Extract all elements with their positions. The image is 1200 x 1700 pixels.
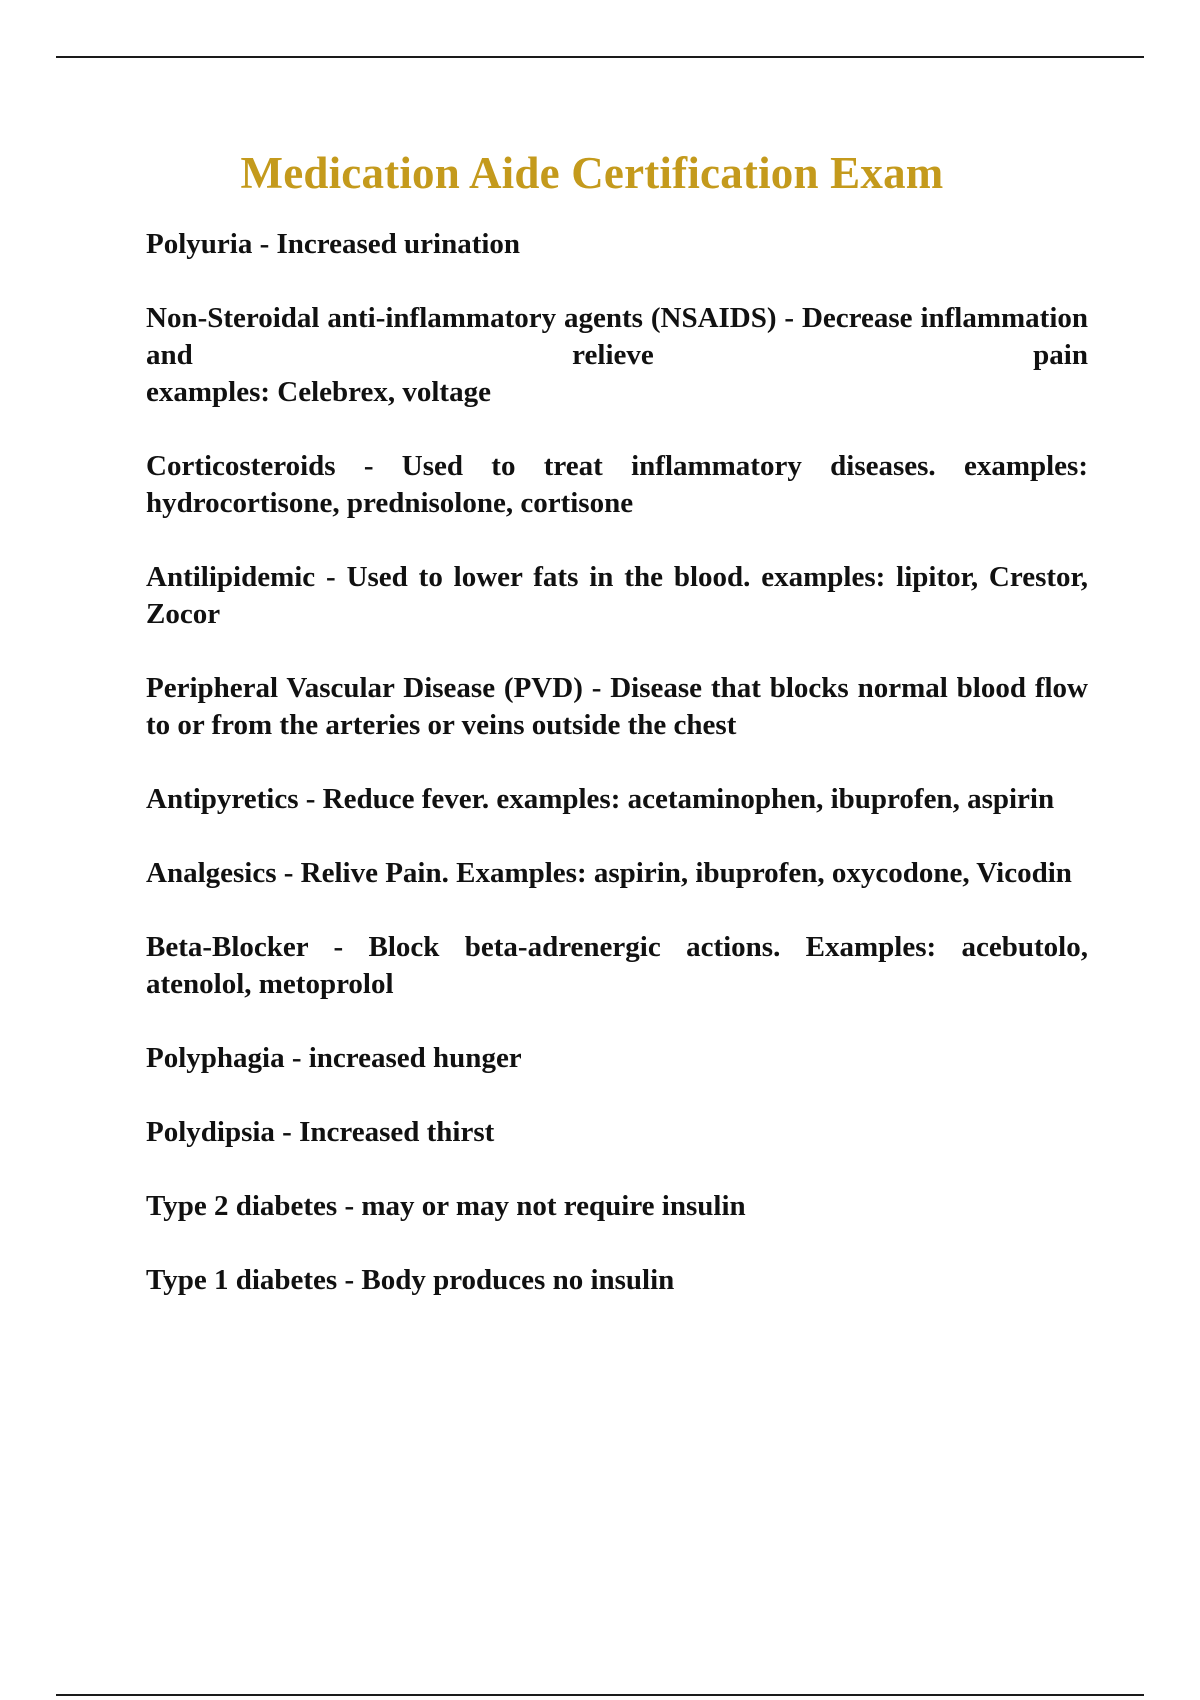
document-title <box>0 144 1200 202</box>
entry-antipyretics: Antipyretics - Reduce fever. examples: acetaminophen, ibuprofen, aspirin <box>146 783 1055 815</box>
entry-analgesics: Analgesics - Relive Pain. Examples: aspirin, ibuprofen, oxycodone, Vicodin <box>146 857 1072 889</box>
entry-beta-blocker: Beta-Blocker - Block beta-adrenergic actions. Examples: acebutolo, atenolol, metoprolol <box>146 931 1088 1000</box>
entry-nsaids <box>146 300 1088 411</box>
entry-nsaids-examples: examples: Celebrex, voltage <box>146 376 491 408</box>
entry-antilipidemic: Antilipidemic - Used to lower fats in the blood. examples: lipitor, Crestor, Zocor <box>146 561 1088 630</box>
entry-corticosteroids: Corticosteroids - Used to treat inflammatory diseases. examples: hydrocortisone, prednisolone, cortisone <box>146 450 1088 519</box>
entry-polyuria: Polyuria - Increased urination <box>146 228 521 260</box>
entry-polyphagia: Polyphagia - increased hunger <box>146 1042 522 1074</box>
top-rule <box>56 56 1144 58</box>
entry-type-1-diabetes: Type 1 diabetes - Body produces no insulin <box>146 1264 675 1296</box>
entry-nsaids-text: Non-Steroidal anti-inflammatory agents (NSAIDS) - Decrease inflammation and relieve pain <box>146 302 1088 371</box>
bottom-rule <box>56 1694 1144 1696</box>
document-body <box>146 226 1088 1299</box>
entry-polydipsia: Polydipsia - Increased thirst <box>146 1116 495 1148</box>
document-title-text: Medication Aide Certification Exam <box>240 148 944 198</box>
entry-pvd: Peripheral Vascular Disease (PVD) - Disease that blocks normal blood flow to or from the arteries or veins outside the chest <box>146 672 1088 741</box>
entry-type-2-diabetes: Type 2 diabetes - may or may not require insulin <box>146 1190 746 1222</box>
